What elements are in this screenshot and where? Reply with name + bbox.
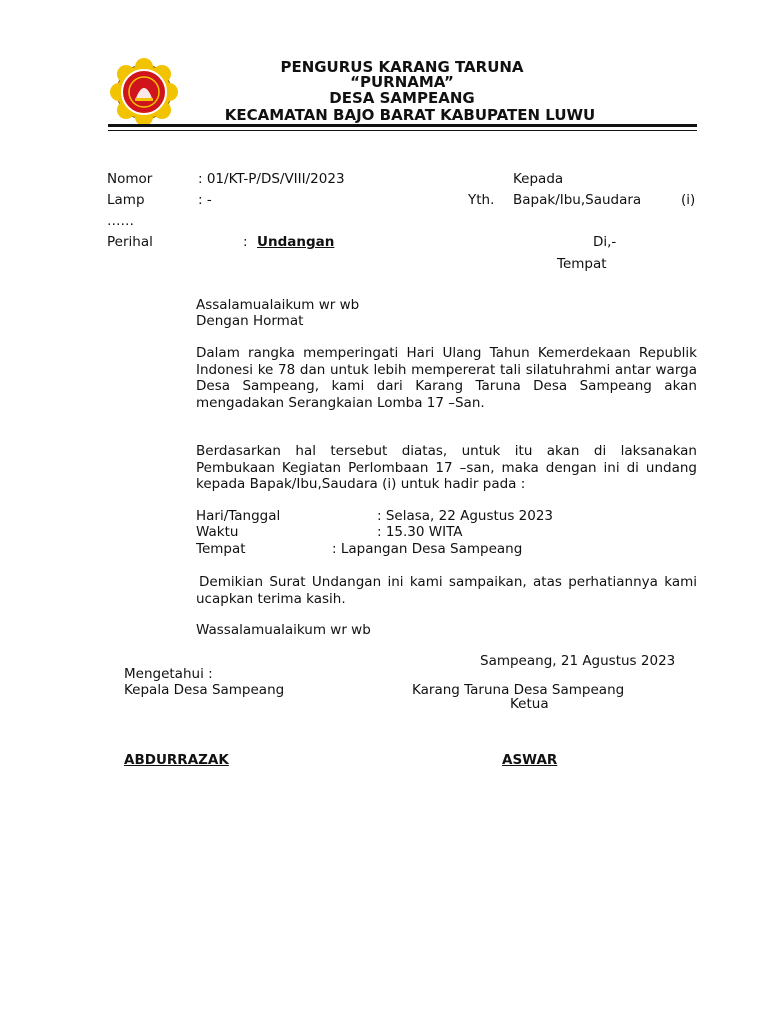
hari-value: : Selasa, 22 Agustus 2023	[377, 508, 554, 524]
header-district: KECAMATAN BAJO BARAT KABUPATEN LUWU	[224, 106, 596, 124]
left-signer-name: ABDURRAZAK	[124, 752, 229, 768]
di-label: Di,-	[593, 234, 617, 250]
right-signer-org: Karang Taruna Desa Sampeang	[412, 682, 625, 698]
lamp-dots: ……	[107, 213, 134, 229]
header-org-name: PENGURUS KARANG TARUNA	[280, 58, 524, 76]
header-rule-thick	[108, 124, 697, 127]
hari-label: Hari/Tanggal	[196, 508, 281, 524]
hormat-text: Dengan Hormat	[196, 313, 304, 329]
header-rule-thin	[108, 130, 697, 131]
tempat-label: Tempat	[196, 541, 246, 557]
place-date: Sampeang, 21 Agustus 2023	[480, 653, 676, 669]
salam-text: Assalamualaikum wr wb	[196, 297, 360, 313]
perihal-colon: :	[243, 234, 248, 250]
mengetahui-label: Mengetahui :	[124, 666, 213, 682]
perihal-label: Perihal	[107, 234, 153, 250]
right-signer-title: Ketua	[510, 696, 549, 712]
perihal-value: Undangan	[257, 234, 335, 250]
right-signer-name: ASWAR	[502, 752, 558, 768]
penutup-text: Wassalamualaikum wr wb	[196, 622, 371, 638]
paragraph-1: Dalam rangka memperingati Hari Ulang Tahun Kemerdekaan Republik Indonesi ke 78 dan untuk lebih mempererat tali silatuhrahmi antar warga Desa Sampeang, kami dari Karang Taruna Desa Sampeang akan mengadakan Serangkaian Lomba 17 –San.	[196, 345, 697, 411]
yth-label: Yth.	[468, 192, 495, 208]
left-signer-title: Kepala Desa Sampeang	[124, 682, 285, 698]
recipient-suffix: (i)	[681, 192, 696, 208]
recipient-name: Bapak/Ibu,Saudara	[513, 192, 642, 208]
waktu-label: Waktu	[196, 524, 239, 540]
paragraph-3: Demikian Surat Undangan ini kami sampaikan, atas perhatiannya kami ucapkan terima kasih.	[196, 574, 697, 607]
waktu-value: : 15.30 WITA	[377, 524, 463, 540]
tempat-recipient: Tempat	[557, 256, 607, 272]
nomor-value: : 01/KT-P/DS/VIII/2023	[198, 171, 345, 187]
header-org-nickname: “PURNAMA”	[350, 73, 454, 91]
lamp-value: : -	[198, 192, 212, 208]
header-village: DESA SAMPEANG	[329, 89, 475, 107]
lamp-label: Lamp	[107, 192, 145, 208]
nomor-label: Nomor	[107, 171, 153, 187]
paragraph-2: Berdasarkan hal tersebut diatas, untuk itu akan di laksanakan Pembukaan Kegiatan Perlombaan 17 –san, maka dengan ini di undang kepada Bapak/Ibu,Saudara (i) untuk hadir pada :	[196, 443, 697, 492]
kepada-label: Kepada	[513, 171, 564, 187]
tempat-value: : Lapangan Desa Sampeang	[332, 541, 523, 557]
